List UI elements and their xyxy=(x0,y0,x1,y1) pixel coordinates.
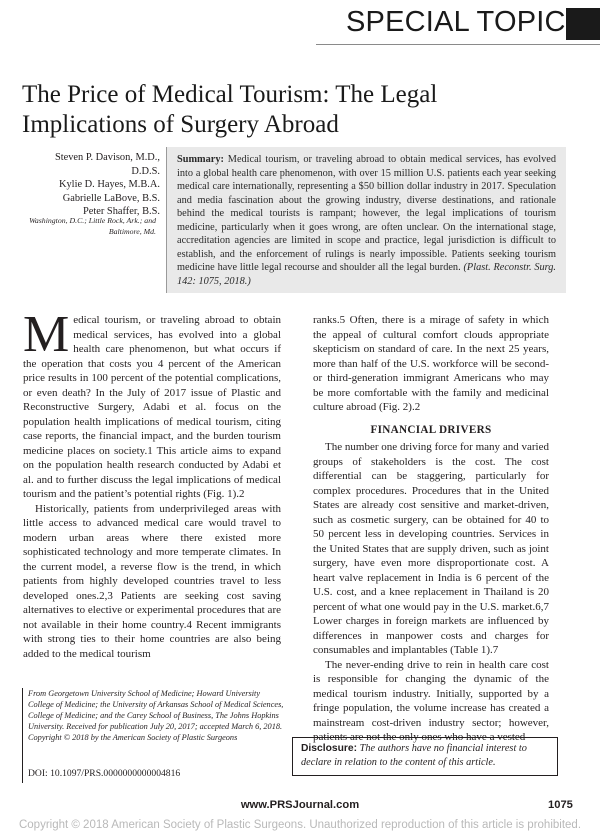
body-column-left xyxy=(23,306,281,661)
author: Peter Shaffer, B.S. xyxy=(82,206,160,218)
paragraph: The number one driving force for many and varied groups of stakeholders is the cost. The cost differential can be staggering, particularly for complex procedures. Procedures that in the United States are already cost sensitive and market-driven, such as cosmetic surgery, can be obtained for 40 to 50 percent less in developing countries. Services in the United States that are supply driven, such as joint surgery, have even more disproportionate cost. A heart valve replacement in India is 6 percent of the U.S. cost, and a knee replacement in Thailand is 20 percent of what one would pay in the U.S. market.6,7 Lower charges in foreign markets are influenced by differences in manpower costs and charges for consumables and implantables (Table 1).7 xyxy=(313,441,549,656)
author: Kylie D. Hayes, M.B.A. xyxy=(58,179,160,191)
article-title: The Price of Medical Tourism: The Legal Implications of Surgery Abroad xyxy=(22,81,438,138)
section-heading: FINANCIAL DRIVERS xyxy=(370,424,492,436)
affiliation-footnote xyxy=(28,688,284,743)
summary-citation: (Plast. Reconstr. Surg. 142: 1075, 2018.) xyxy=(177,262,556,287)
section-banner-label: SPECIAL TOPIC xyxy=(346,6,566,38)
paragraph xyxy=(23,306,281,502)
paragraph: Historically, patients from underprivileged areas with little access to advanced medical care would travel to modern urban areas where there existed more sophisticated technology and more temperate climates. In the current model, a reverse flow is the trend, in which patients from highly developed countries travel to less developed ones.2,3 Patients are seeking cost saving alternatives to elective or experimental procedures that are not available in their home country.4 Recent immigrants with strong ties to their home countries are also being added to the medical tourism xyxy=(23,502,281,660)
journal-website[interactable]: www.PRSJournal.com xyxy=(240,799,360,811)
summary-text: Medical tourism, or traveling abroad to obtain medical services, has evolved into a global health care phenomenon, with over 15 million U.S. patients each year seeking medical care internationally, representing a $50 billion dollar industry in 2017. Speculation and media fascination about the growing industry, diverse destinations, and rationale behind the medical tourists is rampant; however, the legal implications of tourism medicine, particularly when it goes wrong, are often unclear. On the international stage, accreditation agencies are limited in scope and practice, legal jurisdiction is difficult to establish, and the enforcement of rulings is nearly impossible. Patients seeking tourism medicine have little legal recourse and shoulder all the legal burden. xyxy=(177,154,556,273)
author-list xyxy=(0,151,160,219)
footnote-rule xyxy=(22,688,23,783)
summary-label: Summary: xyxy=(177,154,224,165)
banner-black-bar xyxy=(566,8,600,40)
disclosure-label: Disclosure: xyxy=(301,743,358,754)
doi[interactable]: DOI: 10.1097/PRS.0000000000004816 xyxy=(28,768,181,779)
summary-box xyxy=(166,147,566,293)
author: D.D.S. xyxy=(131,165,160,177)
paragraph: The never-ending drive to rein in health care cost is responsible for changing the dynamic of the medical tourism industry. Initially, supported by a fringe population, the volume increase has created a mainstream cost-driven industry sector; however, patients are not the only ones who have a vested xyxy=(313,658,549,743)
copyright-notice: Copyright © 2018 American Society of Plastic Surgeons. Unauthorized reproduction of this article is prohibited. xyxy=(18,819,582,831)
author: Steven P. Davison, M.D., xyxy=(54,152,160,163)
paragraph-text: edical tourism, or traveling abroad to obtain medical services, has evolved into a global health care phenomenon, but what occurs if the operation that costs you 4 percent of the American price results in 100 percent of the potential complications, or even death? In the July of 2017 issue of Plastic and Reconstructive Surgery, Adabi et al. focus on the population health implications of medical tourism, citing case reports, the financial impact, and the burden tourism medicine places on society.1 This article aims to expand on the population health research conducted by Adabi et al. and to further discuss the legal implications of medical tourism and the patient’s potential rights (Fig. 1).2 xyxy=(23,314,281,500)
disclosure-box xyxy=(292,737,558,776)
paragraph: ranks.5 Often, there is a mirage of safety in which the appeal of cultural comfort clouds appropriate skepticism on standard of care. In the next 25 years, more than half of the U.S. workforce will be second- or third-generation immigrant Americans who may be more comfortable with the family and medicinal culture abroad (Fig. 2).2 xyxy=(313,314,549,413)
author-locations: Washington, D.C.; Little Rock, Ark.; and Baltimore, Md. xyxy=(29,216,156,236)
body-column-right xyxy=(313,313,549,415)
author: Gabrielle LaBove, B.S. xyxy=(62,192,160,204)
disclosure-text: The authors have no financial interest to declare in relation to the content of this article. xyxy=(301,743,527,768)
page-number: 1075 xyxy=(548,799,573,811)
body-column-right-continued xyxy=(313,440,549,745)
drop-cap: M xyxy=(23,306,70,363)
footnote-text: From Georgetown University School of Medicine; Howard University College of Medicine; the University of Arkansas School of Medical Sciences, College of Medicine; and the Carey School of Business, The Johns Hopkins University. Received for publication July 20, 2017; accepted March 6, 2018. xyxy=(28,689,284,731)
footnote-copyright: Copyright © 2018 by the American Society of Plastic Surgeons xyxy=(28,733,238,742)
